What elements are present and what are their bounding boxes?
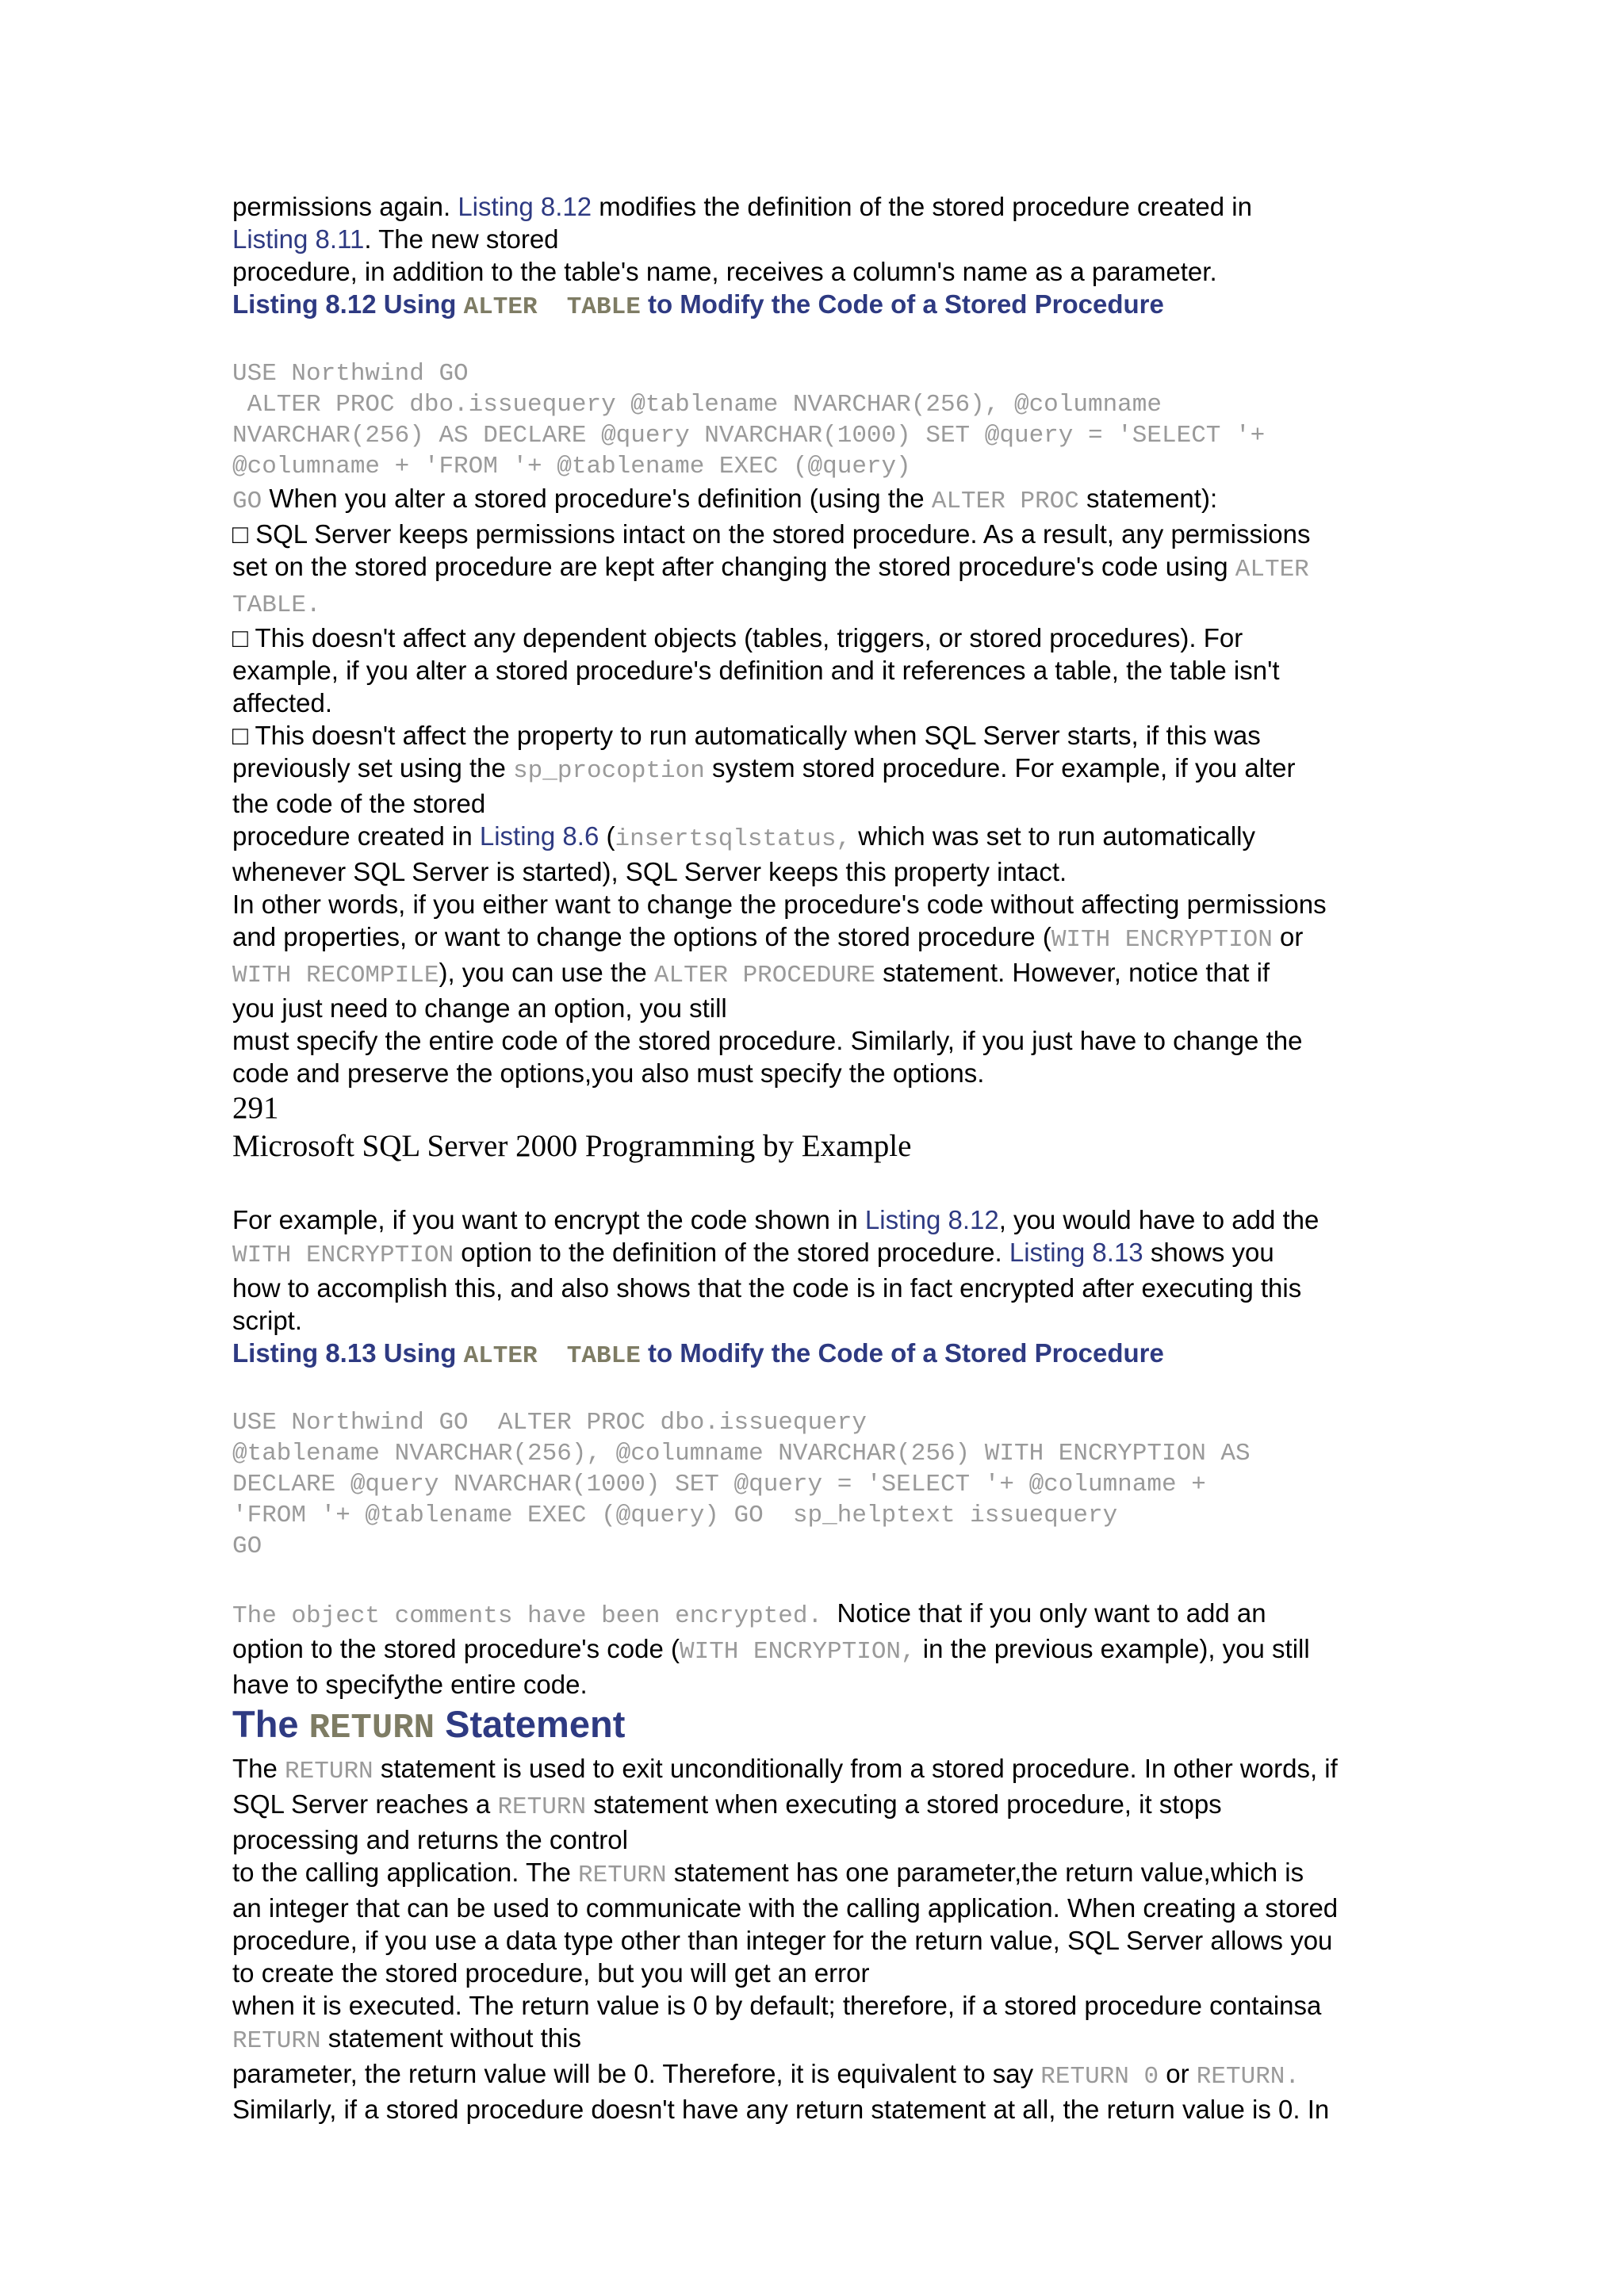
inline-code: The object comments have been encrypted.: [232, 1602, 823, 1630]
text-line: [232, 1236, 1398, 1272]
text-line: processing and returns the control: [232, 1825, 628, 1854]
text: and properties, or want to change the options of the stored procedure (: [232, 922, 1051, 951]
text: shows you: [1143, 1238, 1274, 1267]
text-line: script.: [232, 1306, 303, 1335]
inline-code: insertsqlstatus,: [615, 825, 852, 853]
text: ), you can use the: [439, 958, 654, 987]
inline-code: WITH ENCRYPTION: [232, 1242, 454, 1269]
text: to the calling application. The: [232, 1858, 579, 1887]
text-line: [232, 223, 1398, 255]
inline-code: RETURN: [578, 1862, 667, 1889]
text: set on the stored procedure are kept after changing the stored procedure's code using: [232, 552, 1235, 581]
inline-code: WITH ENCRYPTION,: [679, 1638, 916, 1666]
inline-code: sp_procoption: [513, 757, 705, 785]
caption-text: Listing 8.12 Using: [232, 289, 464, 319]
text: The: [232, 1754, 285, 1783]
text-line: [232, 1752, 1398, 1788]
caption-code: ALTER TABLE: [463, 293, 641, 321]
listing-caption: [232, 1337, 1398, 1372]
text-line: [232, 586, 1398, 622]
heading-code: RETURN: [308, 1709, 435, 1748]
text-line: [232, 190, 1398, 223]
text-line: [232, 2057, 1398, 2093]
text-line: Similarly, if a stored procedure doesn't have any return statement at all, the return value is 0. In: [232, 2095, 1330, 2124]
listing-link[interactable]: Listing 8.6: [479, 821, 599, 851]
text-line: affected.: [232, 688, 332, 718]
inline-code: GO: [232, 488, 262, 515]
text-line: [232, 2022, 1398, 2057]
code-line: NVARCHAR(256) AS DECLARE @query NVARCHAR(1000) SET @query = 'SELECT '+: [232, 422, 1266, 450]
text: statement when executing a stored procedure, it stops: [586, 1789, 1222, 1819]
text: statement. However, notice that if: [875, 958, 1270, 987]
text-line: you just need to change an option, you still: [232, 993, 727, 1023]
text: . The new stored: [364, 224, 559, 254]
text: system stored procedure. For example, if you alter: [704, 753, 1296, 783]
text: For example, if you want to encrypt the code shown in: [232, 1205, 865, 1234]
text-line: In other words, if you either want to change the procedure's code without affecting permissions: [232, 890, 1327, 919]
text-line: [232, 1856, 1398, 1892]
document-page: [232, 190, 1398, 2126]
text: SQL Server reaches a: [232, 1789, 498, 1819]
text-line: [232, 956, 1398, 992]
code-block: [232, 1407, 1398, 1562]
code-line: GO: [232, 1533, 262, 1560]
text-line: when it is executed. The return value is 0 by default; therefore, if a stored procedure containsa: [232, 1991, 1322, 2020]
heading-text: The: [232, 1703, 309, 1745]
text-line: [232, 920, 1398, 956]
text: previously set using the: [232, 753, 514, 783]
text: or: [1272, 922, 1304, 951]
inline-code: ALTER PROCEDURE: [653, 962, 875, 989]
text: modifies the definition of the stored procedure created in: [592, 192, 1252, 221]
text-line: [232, 550, 1398, 586]
inline-code: RETURN: [232, 2027, 321, 2055]
code-line: USE Northwind GO: [232, 360, 469, 388]
text-line: have to specifythe entire code.: [232, 1670, 588, 1699]
caption-text: to Modify the Code of a Stored Procedure: [640, 289, 1164, 319]
text-line: [232, 482, 1398, 518]
caption-text: to Modify the Code of a Stored Procedure: [640, 1338, 1164, 1368]
text: statement has one parameter,the return value,which is: [666, 1858, 1304, 1887]
code-line: 'FROM '+ @tablename EXEC (@query) GO sp_helptext issuequery: [232, 1502, 1118, 1529]
text-line: to create the stored procedure, but you will get an error: [232, 1958, 870, 1988]
text-line: [232, 752, 1398, 787]
text-line: [232, 1597, 1398, 1632]
text-line: example, if you alter a stored procedure's definition and it references a table, the table isn't: [232, 656, 1280, 685]
text: statement):: [1078, 484, 1218, 513]
bullet-item: □ SQL Server keeps permissions intact on the stored procedure. As a result, any permissions: [232, 519, 1311, 549]
text: parameter, the return value will be 0. Therefore, it is equivalent to say: [232, 2059, 1041, 2088]
text-line: the code of the stored: [232, 789, 486, 818]
text-line: an integer that can be used to communicate with the calling application. When creating a stored: [232, 1893, 1339, 1923]
inline-code: ALTER PROC: [931, 488, 1079, 515]
inline-code: RETURN: [285, 1758, 373, 1785]
inline-code: WITH RECOMPILE: [232, 962, 439, 989]
text-line: [232, 1788, 1398, 1823]
text: which was set to run automatically: [851, 821, 1256, 851]
listing-link[interactable]: Listing 8.12: [864, 1205, 999, 1234]
bullet-item: □ This doesn't affect any dependent objects (tables, triggers, or stored procedures). For: [232, 623, 1243, 652]
code-block: [232, 358, 1398, 482]
text: statement is used to exit unconditionally from a stored procedure. In other words, if: [373, 1754, 1338, 1783]
caption-text: Listing 8.13 Using: [232, 1338, 464, 1368]
inline-code: RETURN.: [1196, 2063, 1300, 2091]
text: option to the stored procedure's code (: [232, 1634, 680, 1663]
listing-caption: [232, 288, 1398, 323]
text: statement without this: [320, 2023, 581, 2053]
heading-text: Statement: [435, 1703, 626, 1745]
inline-code: RETURN: [497, 1793, 587, 1821]
listing-link[interactable]: Listing 8.13: [1009, 1238, 1143, 1267]
code-line: USE Northwind GO ALTER PROC dbo.issuequery: [232, 1409, 867, 1437]
inline-code: RETURN 0: [1040, 2063, 1159, 2091]
text-line: must specify the entire code of the stored procedure. Similarly, if you just have to change the: [232, 1026, 1303, 1055]
text-line: how to accomplish this, and also shows that the code is in fact encrypted after executing this: [232, 1273, 1302, 1303]
text: option to the definition of the stored procedure.: [454, 1238, 1009, 1267]
inline-code: WITH ENCRYPTION: [1051, 926, 1273, 954]
text: (: [599, 821, 615, 851]
text-line: code and preserve the options,you also must specify the options.: [232, 1058, 985, 1088]
listing-link[interactable]: Listing 8.11: [232, 224, 365, 254]
bullet-item: □ This doesn't affect the property to run automatically when SQL Server starts, if this was: [232, 721, 1261, 750]
text: or: [1159, 2059, 1197, 2088]
text: When you alter a stored procedure's definition (using the: [262, 484, 932, 513]
text-line: procedure, if you use a data type other than integer for the return value, SQL Server allows you: [232, 1926, 1333, 1955]
caption-code: ALTER TABLE: [463, 1342, 641, 1370]
section-heading: [232, 1701, 1398, 1752]
code-line: ALTER PROC dbo.issuequery @tablename NVARCHAR(256), @columname: [232, 391, 1162, 419]
text: in the previous example), you still: [915, 1634, 1310, 1663]
text-line: [232, 820, 1398, 855]
text-line: procedure, in addition to the table's name, receives a column's name as a parameter.: [232, 257, 1217, 286]
book-title: Microsoft SQL Server 2000 Programming by Example: [232, 1129, 912, 1163]
inline-code: ALTER: [1235, 556, 1309, 584]
listing-link[interactable]: Listing 8.12: [458, 192, 592, 221]
code-line: @columname + 'FROM '+ @tablename EXEC (@query): [232, 453, 911, 480]
text-line: whenever SQL Server is started), SQL Server keeps this property intact.: [232, 857, 1067, 886]
text: , you would have to add the: [998, 1205, 1320, 1234]
code-line: @tablename NVARCHAR(256), @columname NVARCHAR(256) WITH ENCRYPTION AS: [232, 1440, 1251, 1468]
text: permissions again.: [232, 192, 458, 221]
text: procedure created in: [232, 821, 480, 851]
inline-code: TABLE.: [232, 591, 321, 619]
text-line: [232, 1203, 1398, 1236]
page-number: 291: [232, 1091, 279, 1125]
text: Notice that if you only want to add an: [822, 1598, 1266, 1628]
text-line: [232, 1632, 1398, 1668]
code-line: DECLARE @query NVARCHAR(1000) SET @query = 'SELECT '+ @columname +: [232, 1471, 1206, 1498]
